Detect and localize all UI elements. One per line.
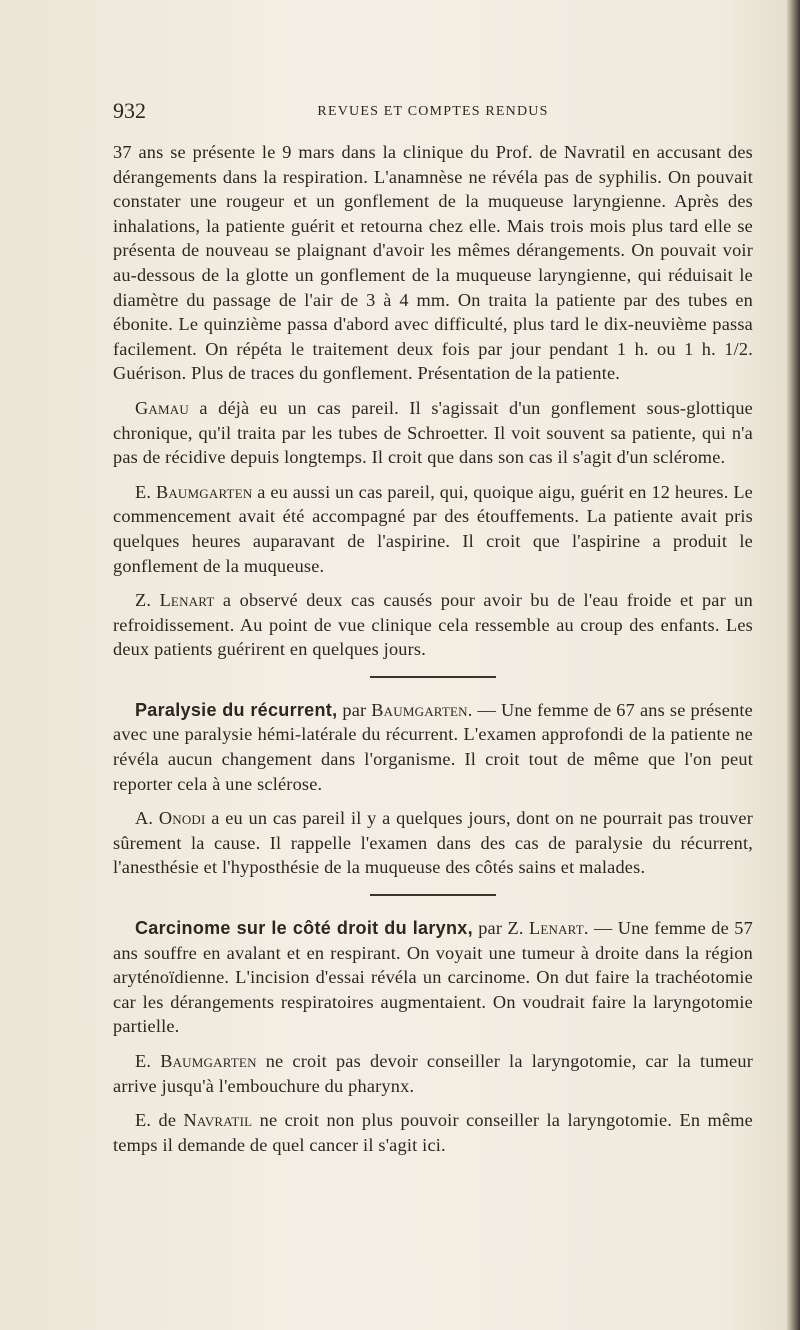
author-initial: E.: [135, 481, 156, 502]
author-initial: Z.: [135, 590, 160, 611]
paragraph-text: a eu aussi un cas pareil, qui, quoique aigu, guérit en 12 heures. Le commencement avait été accompagné par des étouffements. La patiente avait pris quelques heures auparavant de l'aspirine. Il croit que l'aspirine a produit le gonflement de la muqueuse.: [113, 481, 753, 576]
section-text: . — Une femme de 57 ans souffre en avalant et en respirant. On voyait une tumeur à droite dans la région aryténoïdienne. L'incision d'essai révéla un carcinome. On dut faire la trachéotomie car les dérangements respiratoires augmentaient. On voudrait faire la laryngotomie partielle.: [113, 918, 753, 1037]
section-by: par: [337, 699, 372, 720]
paragraph-lenart: [113, 588, 753, 662]
article-body: [113, 140, 753, 1157]
section-title: Carcinome sur le côté droit du larynx,: [135, 918, 473, 939]
author-name: Navratil: [183, 1110, 253, 1131]
section-divider: [370, 676, 496, 678]
author-initial: E. de: [135, 1110, 184, 1131]
author-name: Lenart: [528, 918, 584, 939]
author-initial: E.: [135, 1051, 161, 1071]
paragraph-case-report: 37 ans se présente le 9 mars dans la clinique du Prof. de Navratil en accusant des dérangements dans la respiration. L'anamnèse ne révéla pas de syphilis. On pouvait constater une rougeur et un gonflement de la muqueuse laryngienne. Après des inhalations, la patiente guérit et retourna chez elle. Mais trois mois plus tard elle se présenta de nouveau se plaignant d'avoir les mêmes dérangements. On pouvait voir au-dessous de la glotte un gonflement de la muqueuse laryngienne, qui réduisait le diamètre du passage de l'air de 3 à 4 mm. On traita la patiente par des tubes en ébonite. Le quinzième passa d'abord avec difficulté, plus tard le dix-neuvième passa facilement. On répéta le traitement deux fois par jour pendant 1 h. ou 1 h. 1/2. Guérison. Plus de traces du gonflement. Présentation de la patiente.: [113, 142, 753, 384]
paragraph-text: a eu un cas pareil il y a quelques jours, dont on ne pourrait pas trouver sûrement la cause. Il rappelle l'examen dans des cas de paralysie du récurrent, l'anesthésie et l'hyposthésie de la muqueuse des côtés sains et malades.: [113, 808, 753, 878]
paragraph-text: a déjà eu un cas pareil. Il s'agissait d'un gonflement sous-glottique chronique, qu'il traita par les tubes de Schroetter. Il voit souvent sa patiente, qui n'a pas de récidive depuis longtemps. Il croit que dans son cas il s'agit d'un sclérome.: [113, 397, 753, 468]
section-text: . — Une femme de 67 ans se présente avec une paralysie hémi-latérale du récurrent. L'examen approfondi de la patiente ne révéla aucun changement dans l'organisme. Il croit tout de même que l'on peut reporter cela à une sclérose.: [113, 699, 753, 794]
page-number: 932: [113, 98, 146, 123]
paragraph-gamau: [113, 396, 753, 470]
author-name: Baumgarten: [371, 699, 468, 720]
section-carcinome: [113, 916, 753, 1039]
author-name: Gamau: [135, 397, 189, 418]
section-paralysie: [113, 698, 753, 796]
paragraph-text: ne croit non plus pouvoir conseiller la laryngotomie. En même temps il demande de quel cancer il s'agit ici.: [113, 1110, 753, 1155]
section-divider: [370, 894, 496, 896]
paragraph-navratil-reply: [113, 1108, 753, 1157]
paragraph-baumgarten: [113, 480, 753, 578]
paragraph-onodi: [113, 806, 753, 880]
running-title: REVUES ET COMPTES RENDUS: [317, 104, 549, 119]
page-header: [113, 98, 753, 128]
paragraph-baumgarten-reply: [113, 1049, 753, 1098]
section-title: Paralysie du récurrent,: [135, 699, 338, 720]
paragraph-text: a observé deux cas causés pour avoir bu de l'eau froide et par un refroidissement. Au point de vue clinique cela ressemble au croup des enfants. Les deux patients guérirent en quelques jours.: [113, 590, 753, 660]
page-edge-shadow: [786, 0, 800, 1330]
author-name: Lenart: [159, 590, 215, 611]
section-by: par Z.: [472, 918, 529, 939]
author-name: Baumgarten: [155, 481, 253, 502]
author-name: Onodi: [158, 808, 206, 829]
paragraph-text: ne croit pas devoir conseiller la laryngotomie, car la tumeur arrive jusqu'à l'embouchure du pharynx.: [113, 1051, 753, 1096]
author-initial: A.: [135, 808, 159, 829]
author-name: Baumgarten: [160, 1051, 257, 1071]
